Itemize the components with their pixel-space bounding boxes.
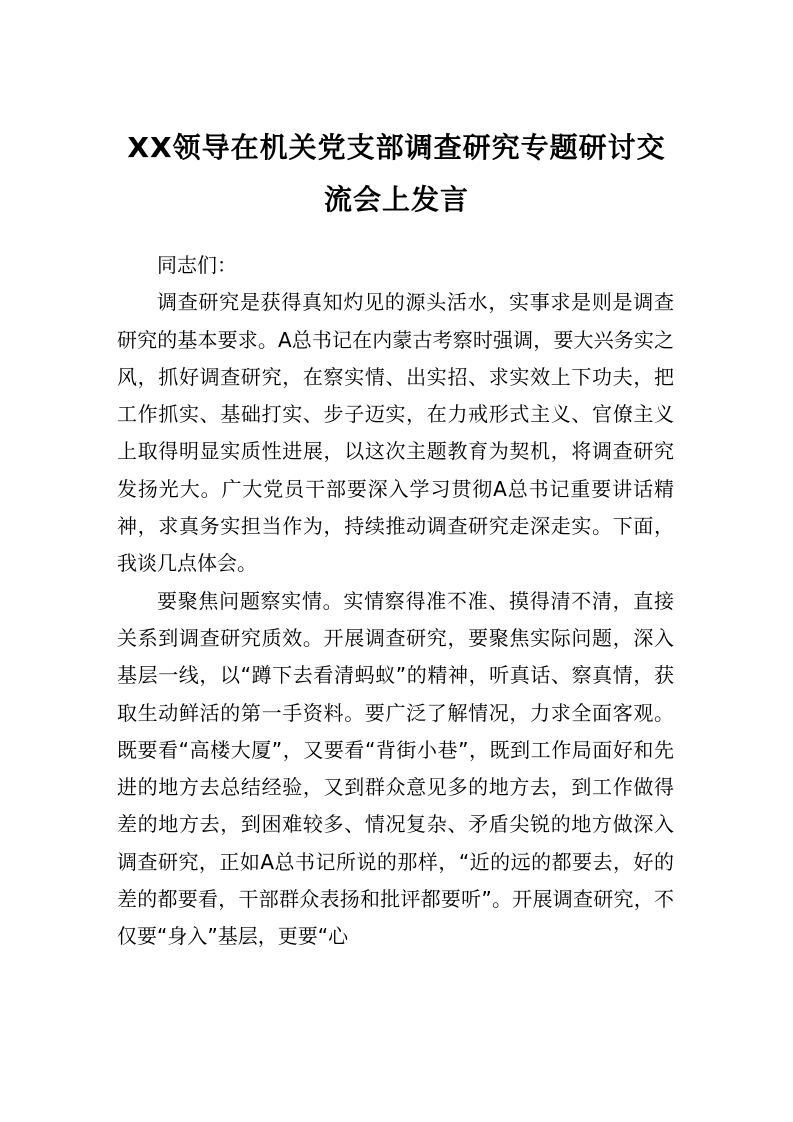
title-line-1: XX领导在机关党支部调查研究专题研讨交 [127,131,666,164]
title-line-2: 流会上发言 [323,183,469,216]
salutation: 同志们： [157,253,237,277]
document-body [117,247,674,956]
paragraph-2: 要聚焦问题察实情。实情察得准不准、摸得清不清，直接关系到调查研究质效。开展调查研究，要聚焦实际问题，深入基层一线，以“蹲下去看清蚂蚁”的精神，听真话、察真情，获取生动鲜活的第一手资料。要广泛了解情况，力求全面客观。既要看“高楼大厦”，又要看“背街小巷”，既到工作局面好和先进的地方去总结经验，又到群众意见多的地方去，到工作做得差的地方去，到困难较多、情况复杂、矛盾尖锐的地方做深入调查研究，正如A总书记所说的那样，“近的远的都要去，好的差的都要看，干部群众表扬和批评都要听”。开展调查研究，不仅要“身入”基层，更要“心 [117,588,674,949]
document-title [120,122,673,226]
paragraph-1: 调查研究是获得真知灼见的源头活水，实事求是则是调查研究的基本要求。A总书记在内蒙古考察时强调，要大兴务实之风，抓好调查研究，在察实情、出实招、求实效上下功夫，把工作抓实、基础打实、步子迈实，在力戒形式主义、官僚主义上取得明显实质性进展，以这次主题教育为契机，将调查研究发扬光大。广大党员干部要深入学习贯彻A总书记重要讲话精神，求真务实担当作为，持续推动调查研究走深走实。下面，我谈几点体会。 [117,290,674,576]
